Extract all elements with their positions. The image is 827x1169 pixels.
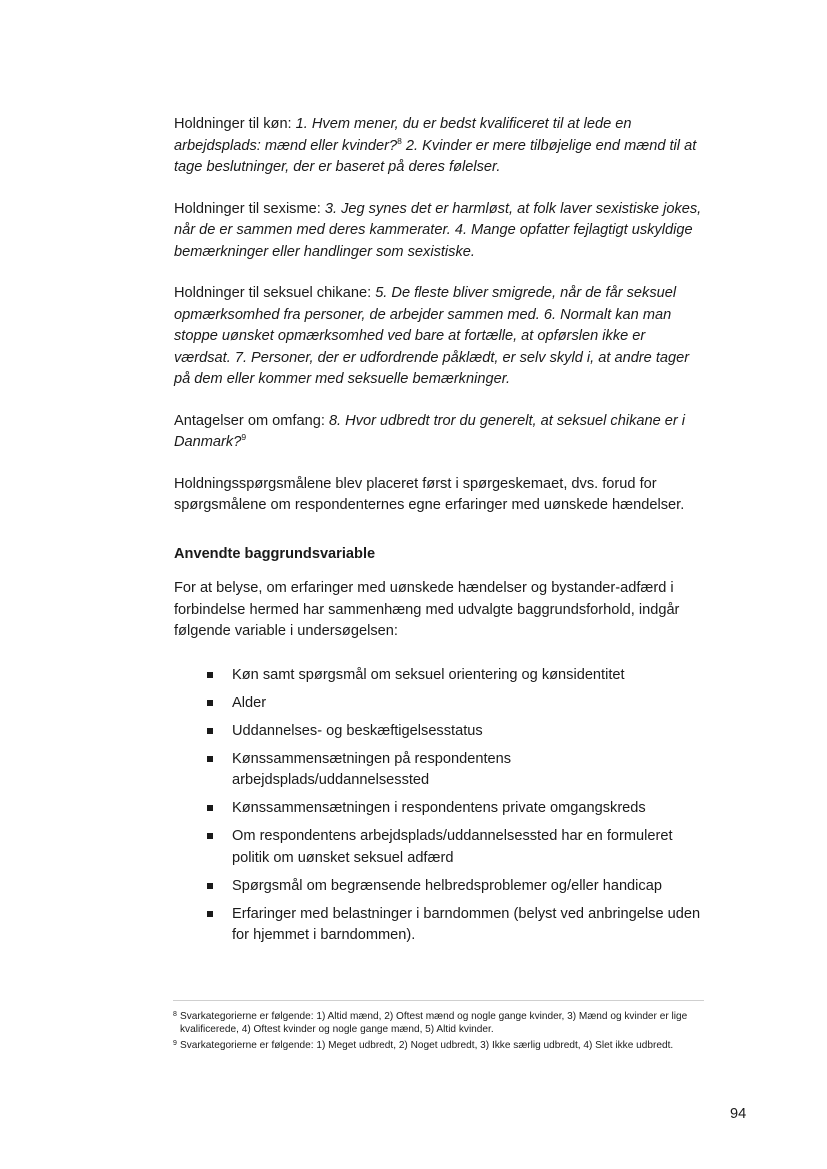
paragraph-lead: Holdninger til seksuel chikane: xyxy=(174,285,376,301)
section-intro: For at belyse, om erfaringer med uønskede hændelser og bystander-adfærd i forbindelse hermed har sammenhæng med udvalgte baggrundsforhold, indgår følgende variable i undersøgelsen: xyxy=(174,580,680,639)
paragraph-questions: 3. Jeg synes det er harmløst, at folk laver sexistiske jokes, når de er sammen med deres kammerater. 4. Mange opfatter fejlagtigt uskyldige bemærkninger eller handlinger som sexistiske. xyxy=(174,200,702,260)
variable-list xyxy=(174,665,704,947)
paragraph-assumptions-extent xyxy=(174,411,704,454)
bullet-square-icon xyxy=(207,911,213,917)
list-item xyxy=(174,876,704,898)
footnote-ref[interactable]: 9 xyxy=(241,432,247,443)
page-number: 94 xyxy=(730,1106,747,1122)
bullet-square-icon xyxy=(207,700,213,706)
list-item-text: Spørgsmål om begrænsende helbredsproblemer og/eller handicap xyxy=(232,877,662,894)
paragraph-lead: Holdninger til sexisme: xyxy=(174,200,325,217)
paragraph-lead: Antagelser om omfang: xyxy=(174,412,329,429)
paragraph-questions: 5. De fleste bliver smigrede, når de får seksuel opmærksomhed fra personer, de arbejder sammen med. 6. Normalt kan man stoppe uønsket opmærksomhed ved bare at fortælle, at opførslen ikke er værdsat. 7. Personer, der er udfordrende påklædt, er selv skyld i, at andre tager på dem eller kommer med seksuelle bemærkninger. xyxy=(174,285,690,387)
footnote-text: Svarkategorierne er følgende: 1) Altid mænd, 2) Oftest mænd og nogle gange kvinder, 3) Mænd og kvinder er lige kvalificerede, 4) Oftest kvinder og nogle gange mænd, 5) Altid kvinder. xyxy=(180,1011,688,1035)
footnote-number: 8 xyxy=(173,1011,177,1018)
bullet-square-icon xyxy=(207,672,213,678)
bullet-square-icon xyxy=(207,805,213,811)
list-item xyxy=(174,904,704,947)
list-item-text: Kønssammensætningen på respondentens arbejdsplads/uddannelsessted xyxy=(232,750,512,788)
footnotes xyxy=(173,1000,704,1057)
paragraph-attitudes-harassment xyxy=(174,283,704,391)
footnote-ref[interactable]: 8 xyxy=(397,135,402,146)
section-heading: Anvendte baggrundsvariable xyxy=(174,545,376,562)
bullet-square-icon xyxy=(207,883,213,889)
list-item-text: Kønssammensætningen i respondentens private omgangskreds xyxy=(232,800,646,816)
footnote xyxy=(173,1040,704,1053)
list-item xyxy=(174,721,704,743)
list-item-text: Om respondentens arbejdsplads/uddannelsessted har en formuleret politik om uønsket seksuel adfærd xyxy=(232,828,673,866)
list-item xyxy=(174,826,704,869)
main-text xyxy=(174,114,704,953)
footnote-text: Svarkategorierne er følgende: 1) Meget udbredt, 2) Noget udbredt, 3) Ikke særlig udbredt, 4) Slet ikke udbredt. xyxy=(180,1040,674,1051)
paragraph-questions: 8. Hvor udbredt tror du generelt, at seksuel chikane er i Danmark? xyxy=(174,412,686,450)
paragraph-attitudes-gender xyxy=(174,114,704,179)
paragraph-questions: 1. Hvem mener, du er bedst kvalificeret til at lede en arbejdsplads: mænd eller kvinder? xyxy=(174,116,632,154)
paragraph-lead: Holdninger til køn: xyxy=(174,116,296,132)
list-item-text: Uddannelses- og beskæftigelsesstatus xyxy=(232,722,483,739)
list-item-text: Erfaringer med belastninger i barndommen (belyst ved anbringelse uden for hjemmet i barndommen). xyxy=(232,905,701,943)
list-item xyxy=(174,798,704,820)
paragraph-question-order: Holdningsspørgsmålene blev placeret først i spørgeskemaet, dvs. forud for spørgsmålene om respondenternes egne erfaringer med uønskede hændelser. xyxy=(174,475,685,513)
list-item xyxy=(174,749,704,792)
footnote-number: 9 xyxy=(173,1040,177,1047)
paragraph-questions-cont: 2. Kvinder er mere tilbøjelige end mænd til at tage beslutninger, der er baseret på deres følelser. xyxy=(174,137,697,175)
bullet-square-icon xyxy=(207,756,213,762)
paragraph-attitudes-sexism xyxy=(174,199,704,264)
list-item xyxy=(174,693,704,715)
footnote xyxy=(173,1011,704,1036)
list-item-text: Alder xyxy=(232,694,267,711)
list-item xyxy=(174,665,704,687)
bullet-square-icon xyxy=(207,728,213,734)
bullet-square-icon xyxy=(207,833,213,839)
list-item-text: Køn samt spørgsmål om seksuel orientering og kønsidentitet xyxy=(232,666,625,683)
